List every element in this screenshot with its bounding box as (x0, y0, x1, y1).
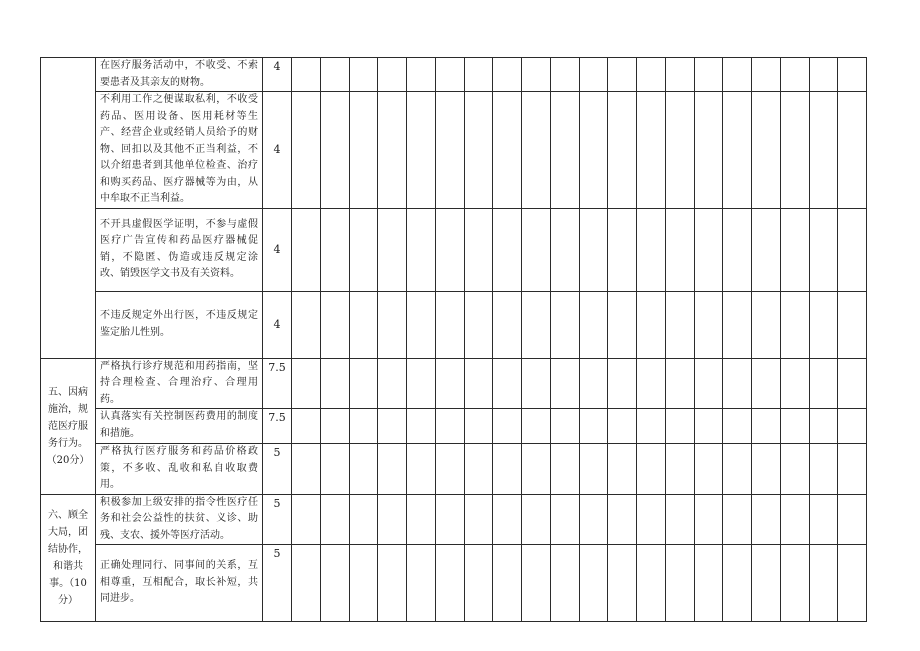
rating-cell[interactable] (694, 494, 723, 545)
rating-cell[interactable] (780, 409, 809, 444)
rating-cell[interactable] (378, 92, 407, 209)
rating-cell[interactable] (407, 494, 436, 545)
rating-cell[interactable] (320, 494, 349, 545)
rating-cell[interactable] (464, 208, 493, 291)
rating-cell[interactable] (522, 545, 551, 622)
rating-cell[interactable] (292, 409, 321, 444)
rating-cell[interactable] (349, 545, 378, 622)
rating-cell[interactable] (637, 208, 666, 291)
rating-cell[interactable] (435, 409, 464, 444)
rating-cell[interactable] (608, 92, 637, 209)
criterion-description: 严格执行诊疗规范和用药指南，坚持合理检查、合理治疗、合理用药。 (96, 358, 263, 409)
rating-cell[interactable] (407, 444, 436, 495)
rating-cell[interactable] (320, 444, 349, 495)
rating-cell[interactable] (407, 58, 436, 92)
rating-cell[interactable] (637, 58, 666, 92)
evaluation-table (40, 57, 867, 622)
rating-cell[interactable] (665, 58, 694, 92)
rating-cell[interactable] (752, 291, 781, 358)
rating-cell[interactable] (579, 92, 608, 209)
rating-cell[interactable] (522, 358, 551, 409)
rating-cell[interactable] (378, 358, 407, 409)
criterion-description: 在医疗服务活动中，不收受、不索要患者及其亲友的财物。 (96, 58, 263, 92)
rating-cell[interactable] (407, 409, 436, 444)
rating-cell[interactable] (780, 545, 809, 622)
rating-cell[interactable] (407, 291, 436, 358)
rating-cell[interactable] (809, 208, 838, 291)
rating-cell[interactable] (550, 58, 579, 92)
rating-cell[interactable] (579, 291, 608, 358)
table-row (41, 358, 867, 409)
table-row (41, 208, 867, 291)
rating-cell[interactable] (809, 494, 838, 545)
criterion-description: 积极参加上级安排的指令性医疗任务和社会公益性的扶贫、义诊、助残、支农、援外等医疗活动。 (96, 494, 263, 545)
criterion-score: 5 (263, 494, 292, 545)
rating-cell[interactable] (493, 409, 522, 444)
rating-cell[interactable] (522, 208, 551, 291)
rating-cell[interactable] (579, 444, 608, 495)
rating-cell[interactable] (752, 545, 781, 622)
rating-cell[interactable] (493, 444, 522, 495)
table-row (41, 444, 867, 495)
rating-cell[interactable] (464, 358, 493, 409)
rating-cell[interactable] (493, 545, 522, 622)
table-row (41, 58, 867, 92)
rating-cell[interactable] (694, 208, 723, 291)
rating-cell[interactable] (752, 409, 781, 444)
rating-cell[interactable] (608, 58, 637, 92)
criterion-score: 7.5 (263, 358, 292, 409)
criterion-score: 5 (263, 444, 292, 495)
rating-cell[interactable] (435, 358, 464, 409)
rating-cell[interactable] (464, 409, 493, 444)
rating-cell[interactable] (464, 92, 493, 209)
rating-cell[interactable] (637, 358, 666, 409)
rating-cell[interactable] (407, 208, 436, 291)
rating-cell[interactable] (320, 58, 349, 92)
rating-cell[interactable] (637, 494, 666, 545)
criterion-description: 认真落实有关控制医药费用的制度和措施。 (96, 409, 263, 444)
rating-cell[interactable] (378, 545, 407, 622)
rating-cell[interactable] (378, 291, 407, 358)
criterion-description: 不开具虚假医学证明，不参与虚假医疗广告宣传和药品医疗器械促销，不隐匿、伪造或违反规定涂改、销毁医学文书及有关资料。 (96, 208, 263, 291)
criterion-score: 7.5 (263, 409, 292, 444)
rating-cell[interactable] (809, 444, 838, 495)
criterion-description: 不利用工作之便谋取私利，不收受药品、医用设备、医用耗材等生产、经营企业或经销人员给予的财物、回扣以及其他不正当利益，不以介绍患者到其他单位检查、治疗和购买药品、医疗器械等为由，从中牟取不正当利益。 (96, 92, 263, 209)
rating-cell[interactable] (435, 291, 464, 358)
rating-cell[interactable] (579, 545, 608, 622)
rating-cell[interactable] (320, 208, 349, 291)
rating-cell[interactable] (435, 92, 464, 209)
rating-cell[interactable] (809, 358, 838, 409)
rating-cell[interactable] (752, 494, 781, 545)
rating-cell[interactable] (349, 208, 378, 291)
rating-cell[interactable] (407, 545, 436, 622)
rating-cell[interactable] (349, 409, 378, 444)
rating-cell[interactable] (435, 444, 464, 495)
rating-cell[interactable] (752, 92, 781, 209)
rating-cell[interactable] (780, 494, 809, 545)
rating-cell[interactable] (493, 58, 522, 92)
rating-cell[interactable] (550, 358, 579, 409)
rating-cell[interactable] (349, 358, 378, 409)
rating-cell[interactable] (579, 58, 608, 92)
rating-cell[interactable] (292, 58, 321, 92)
rating-cell[interactable] (550, 409, 579, 444)
table-row (41, 545, 867, 622)
rating-cell[interactable] (493, 291, 522, 358)
rating-cell[interactable] (435, 494, 464, 545)
rating-cell[interactable] (637, 409, 666, 444)
rating-cell[interactable] (838, 58, 867, 92)
rating-cell[interactable] (349, 291, 378, 358)
rating-cell[interactable] (349, 444, 378, 495)
rating-cell[interactable] (292, 291, 321, 358)
rating-cell[interactable] (780, 208, 809, 291)
rating-cell[interactable] (292, 358, 321, 409)
rating-cell[interactable] (320, 358, 349, 409)
rating-cell[interactable] (378, 409, 407, 444)
rating-cell[interactable] (838, 92, 867, 209)
rating-cell[interactable] (838, 208, 867, 291)
rating-cell[interactable] (752, 58, 781, 92)
criterion-score: 4 (263, 208, 292, 291)
rating-cell[interactable] (608, 545, 637, 622)
rating-cell[interactable] (292, 545, 321, 622)
rating-cell[interactable] (550, 291, 579, 358)
rating-cell[interactable] (723, 358, 752, 409)
rating-cell[interactable] (752, 358, 781, 409)
rating-cell[interactable] (723, 494, 752, 545)
rating-cell[interactable] (579, 494, 608, 545)
rating-cell[interactable] (493, 208, 522, 291)
rating-cell[interactable] (694, 545, 723, 622)
rating-cell[interactable] (694, 92, 723, 209)
rating-cell[interactable] (637, 291, 666, 358)
rating-cell[interactable] (723, 208, 752, 291)
rating-cell[interactable] (608, 291, 637, 358)
criterion-description: 正确处理同行、同事间的关系，互相尊重，互相配合，取长补短，共同进步。 (96, 545, 263, 622)
rating-cell[interactable] (694, 409, 723, 444)
rating-cell[interactable] (809, 291, 838, 358)
rating-cell[interactable] (608, 358, 637, 409)
rating-cell[interactable] (579, 358, 608, 409)
rating-cell[interactable] (780, 291, 809, 358)
rating-cell[interactable] (780, 92, 809, 209)
rating-cell[interactable] (665, 494, 694, 545)
rating-cell[interactable] (493, 358, 522, 409)
rating-cell[interactable] (838, 444, 867, 495)
rating-cell[interactable] (378, 208, 407, 291)
rating-cell[interactable] (608, 444, 637, 495)
rating-cell[interactable] (809, 58, 838, 92)
rating-cell[interactable] (838, 494, 867, 545)
rating-cell[interactable] (809, 409, 838, 444)
criterion-score: 4 (263, 92, 292, 209)
rating-cell[interactable] (493, 92, 522, 209)
rating-cell[interactable] (378, 444, 407, 495)
rating-cell[interactable] (780, 58, 809, 92)
criterion-score: 4 (263, 291, 292, 358)
rating-cell[interactable] (637, 444, 666, 495)
rating-cell[interactable] (522, 444, 551, 495)
rating-cell[interactable] (694, 444, 723, 495)
rating-cell[interactable] (550, 208, 579, 291)
category-cell-continued (41, 58, 96, 359)
rating-cell[interactable] (464, 545, 493, 622)
rating-cell[interactable] (579, 409, 608, 444)
rating-cell[interactable] (292, 92, 321, 209)
rating-cell[interactable] (838, 358, 867, 409)
rating-cell[interactable] (579, 208, 608, 291)
rating-cell[interactable] (464, 494, 493, 545)
rating-cell[interactable] (723, 92, 752, 209)
rating-cell[interactable] (723, 545, 752, 622)
table-row (41, 92, 867, 209)
rating-cell[interactable] (780, 358, 809, 409)
rating-cell[interactable] (838, 545, 867, 622)
rating-cell[interactable] (665, 409, 694, 444)
rating-cell[interactable] (550, 92, 579, 209)
rating-cell[interactable] (378, 494, 407, 545)
rating-cell[interactable] (320, 409, 349, 444)
criterion-score: 5 (263, 545, 292, 622)
rating-cell[interactable] (349, 494, 378, 545)
table-row (41, 494, 867, 545)
rating-cell[interactable] (694, 58, 723, 92)
rating-cell[interactable] (292, 494, 321, 545)
rating-cell[interactable] (320, 92, 349, 209)
rating-cell[interactable] (522, 291, 551, 358)
criterion-description: 严格执行医疗服务和药品价格政策，不多收、乱收和私自收取费用。 (96, 444, 263, 495)
rating-cell[interactable] (407, 92, 436, 209)
rating-cell[interactable] (809, 545, 838, 622)
rating-cell[interactable] (292, 444, 321, 495)
rating-cell[interactable] (320, 291, 349, 358)
rating-cell[interactable] (723, 409, 752, 444)
rating-cell[interactable] (464, 291, 493, 358)
rating-cell[interactable] (407, 358, 436, 409)
rating-cell[interactable] (522, 92, 551, 209)
rating-cell[interactable] (665, 545, 694, 622)
table-row (41, 409, 867, 444)
rating-cell[interactable] (723, 58, 752, 92)
criterion-description: 不违反规定外出行医，不违反规定鉴定胎儿性别。 (96, 291, 263, 358)
rating-cell[interactable] (637, 545, 666, 622)
rating-cell[interactable] (320, 545, 349, 622)
rating-cell[interactable] (608, 409, 637, 444)
rating-cell[interactable] (522, 58, 551, 92)
rating-cell[interactable] (694, 291, 723, 358)
rating-cell[interactable] (292, 208, 321, 291)
rating-cell[interactable] (608, 494, 637, 545)
rating-cell[interactable] (723, 291, 752, 358)
rating-cell[interactable] (435, 58, 464, 92)
rating-cell[interactable] (809, 92, 838, 209)
rating-cell[interactable] (522, 494, 551, 545)
rating-cell[interactable] (723, 444, 752, 495)
rating-cell[interactable] (522, 409, 551, 444)
rating-cell[interactable] (838, 409, 867, 444)
rating-cell[interactable] (752, 444, 781, 495)
rating-cell[interactable] (464, 444, 493, 495)
rating-cell[interactable] (349, 58, 378, 92)
rating-cell[interactable] (550, 444, 579, 495)
rating-cell[interactable] (493, 494, 522, 545)
rating-cell[interactable] (752, 208, 781, 291)
rating-cell[interactable] (665, 208, 694, 291)
criterion-score: 4 (263, 58, 292, 92)
rating-cell[interactable] (780, 444, 809, 495)
rating-cell[interactable] (665, 444, 694, 495)
rating-cell[interactable] (550, 494, 579, 545)
rating-cell[interactable] (550, 545, 579, 622)
rating-cell[interactable] (665, 358, 694, 409)
rating-cell[interactable] (378, 58, 407, 92)
category-cell-section-5: 五、因病施治，规范医疗服务行为。（20分） (41, 358, 96, 494)
rating-cell[interactable] (838, 291, 867, 358)
rating-cell[interactable] (665, 92, 694, 209)
rating-cell[interactable] (637, 92, 666, 209)
rating-cell[interactable] (464, 58, 493, 92)
rating-cell[interactable] (435, 545, 464, 622)
rating-cell[interactable] (665, 291, 694, 358)
rating-cell[interactable] (694, 358, 723, 409)
rating-cell[interactable] (608, 208, 637, 291)
category-cell-section-6: 六、顾全大局，团结协作，和谐共事。（10分） (41, 494, 96, 622)
rating-cell[interactable] (435, 208, 464, 291)
table-row (41, 291, 867, 358)
rating-cell[interactable] (349, 92, 378, 209)
